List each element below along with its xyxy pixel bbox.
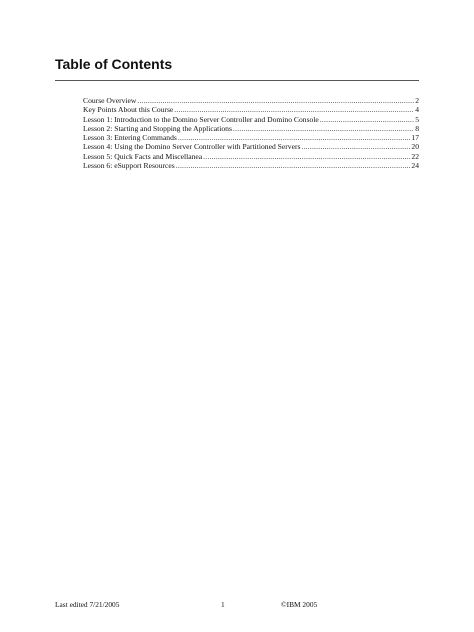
toc-entry-page: 20 xyxy=(411,142,419,152)
footer-page-number: 1 xyxy=(221,600,225,609)
toc-entry-label: Lesson 3: Entering Commands xyxy=(83,133,177,143)
toc-entry-lesson-3[interactable] xyxy=(83,133,419,142)
toc-entry-label: Course Overview xyxy=(83,96,137,105)
toc-entry-lesson-5[interactable] xyxy=(83,152,419,161)
toc-entry-page: 5 xyxy=(415,114,419,124)
toc-dot-leader xyxy=(203,152,410,161)
toc-entry-lesson-6[interactable] xyxy=(83,161,419,170)
toc-entry-page: 24 xyxy=(411,161,419,171)
toc-dot-leader xyxy=(176,161,411,170)
toc-entry-key-points[interactable] xyxy=(83,105,419,114)
toc-entry-lesson-4[interactable] xyxy=(83,142,419,151)
table-of-contents xyxy=(83,96,419,170)
toc-dot-leader xyxy=(178,133,411,142)
toc-dot-leader xyxy=(233,124,414,133)
toc-entry-lesson-1[interactable] xyxy=(83,115,419,124)
toc-entry-page: 4 xyxy=(415,105,419,115)
toc-entry-label: Lesson 2: Starting and Stopping the Applications xyxy=(83,123,232,133)
toc-entry-course-overview[interactable] xyxy=(83,96,419,105)
toc-entry-lesson-2[interactable] xyxy=(83,124,419,133)
toc-dot-leader xyxy=(137,96,414,105)
toc-dot-leader xyxy=(174,105,414,114)
toc-entry-page: 17 xyxy=(411,133,419,143)
toc-entry-label: Key Points About this Course xyxy=(83,105,174,115)
toc-entry-page: 22 xyxy=(411,151,419,161)
toc-entry-label: Lesson 5: Quick Facts and Miscellanea xyxy=(83,151,203,161)
toc-entry-page: 2 xyxy=(415,96,419,105)
footer-last-edited: Last edited 7/21/2005 xyxy=(55,600,120,609)
toc-entry-label: Lesson 6: eSupport Resources xyxy=(83,161,175,171)
footer-copyright: ©IBM 2005 xyxy=(281,600,318,609)
title-divider xyxy=(55,80,419,81)
toc-dot-leader xyxy=(301,142,410,151)
page-title: Table of Contents xyxy=(55,56,173,72)
toc-entry-label: Lesson 1: Introduction to the Domino Server Controller and Domino Console xyxy=(83,114,319,124)
toc-entry-page: 8 xyxy=(415,123,419,133)
toc-dot-leader xyxy=(320,115,414,124)
toc-entry-label: Lesson 4: Using the Domino Server Controller with Partitioned Servers xyxy=(83,142,301,152)
